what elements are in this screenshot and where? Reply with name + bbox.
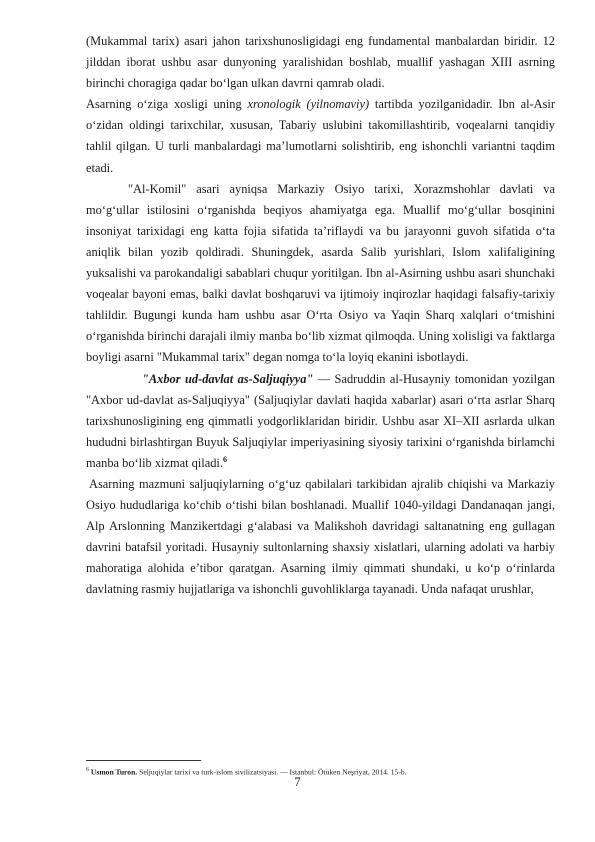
paragraph-2 (86, 94, 555, 178)
paragraph-1-text: (Mukammal tarix) asari jahon tarixshunosligidagi eng fundamental manbalardan biridir. 12 jilddan iborat ushbu asar dunyoning yaralishidan boshlab, muallif yashagan XIII asrning birinchi choragiga qadar bo‘lgan ulkan davrni qamrab oladi. (86, 34, 555, 91)
paragraph-1 (86, 31, 555, 94)
paragraph-5-text: Asarning mazmuni saljuqiylarning o‘g‘uz qabilalari tarkibidan ajralib chiqishi va Markaziy Osiyo hududlariga ko‘chib o‘tishi bilan boshlanadi. Muallif 1040-yildagi Dandanaqan jangi, Alp Arslonning Manzikertdagi g‘alabasi va Malikshoh davridagi saltanatning eng gullagan davrini batafsil yoritadi. Husayniy sultonlarning shaxsiy xislatlari, ularning adolati va harbiy mahoratiga alohida e’tibor qaratgan. Asarning ilmiy qimmati shundaki, u ko‘p o‘rinlarda davlatning rasmiy hujjatlariga va ishonchli guvohliklarga tayanadi. Unda nafaqat urushlar, (86, 476, 555, 597)
footnote-text: Seljuqiylar tarixi va turk-islom sivilizatsiyasi. — Istanbul: Ötüken Neşriyat, 2014. 15-b. (137, 767, 407, 777)
paragraph-3 (86, 179, 555, 369)
paragraph-4-text: — Sadruddin al-Husayniy tomonidan yozilgan "Axbor ud-davlat as-Saljuqiyya" (Saljuqiylar davlati haqida xabarlar) asari o‘rta asrlar Sharq tarixshunosligining eng qimmatli yodgorliklaridan biridir. Ushbu asar XI–XII asrlarda ulkan hududni birlashtirgan Buyuk Saljuqiylar imperiyasining siyosiy tarixini o‘rganishda birlamchi manba bo‘lib xizmat qiladi. (86, 371, 555, 470)
paragraph-2-text-before: Asarning o‘ziga xosligi uning (86, 97, 248, 112)
footnote-number: 6 (86, 767, 89, 773)
footnote-divider (86, 760, 201, 761)
paragraph-4 (86, 369, 555, 474)
page-body (86, 31, 555, 601)
footnote-reference[interactable]: 6 (222, 454, 227, 464)
paragraph-4-title: "Axbor ud-davlat as-Saljuqiyya" (142, 371, 314, 386)
footnote-author: Usmon Turon. (90, 767, 138, 777)
paragraph-3-text: "Al-Komil" asari ayniqsa Markaziy Osiyo tarixi, Xorazmshohlar davlati va mo‘g‘ullar istilosini o‘rganishda beqiyos ahamiyatga ega. Muallif mo‘g‘ullar bosqinini insoniyat tarixidagi eng katta fojia sifatida ta’riflaydi va bu jarayonni guvoh sifatida o‘ta aniqlik bilan yozib qoldiradi. Shuningdek, asarda Salib yurishlari, Islom xalifaligining yuksalishi va parokandaligi sabablari chuqur yoritilgan. Ibn al-Asirning ushbu asari shunchaki voqealar bayoni emas, balki davlat boshqaruvi va ijtimoiy inqirozlar haqidagi falsafiy-tarixiy tahlildir. Bugungi kunda ham ushbu asar O‘rta Osiyo va Yaqin Sharq xalqlari o‘tmishini o‘rganishda birinchi darajali ilmiy manba bo‘lib xizmat qilmoqda. Uning xolisligi va faktlarga boyligi asarni "Mukammal tarix" degan nomga to‘la loyiq ekanini isbotlaydi. (86, 181, 555, 365)
paragraph-2-emphasis: xronologik (yilnomaviy) (247, 97, 370, 112)
paragraph-5 (86, 474, 555, 601)
page-number: 7 (294, 775, 301, 789)
paragraph-2-text-after: tartibda yozilganidadir. Ibn al-Asir o‘zidan oldingi tarixchilar, xususan, Tabariy uslubini takomillashtirib, voqealarni tanqidiy tahlil qilgan. U turli manbalardagi ma’lumotlarni solishtirib, eng ishonchli variantni taqdim etadi. (86, 97, 555, 175)
